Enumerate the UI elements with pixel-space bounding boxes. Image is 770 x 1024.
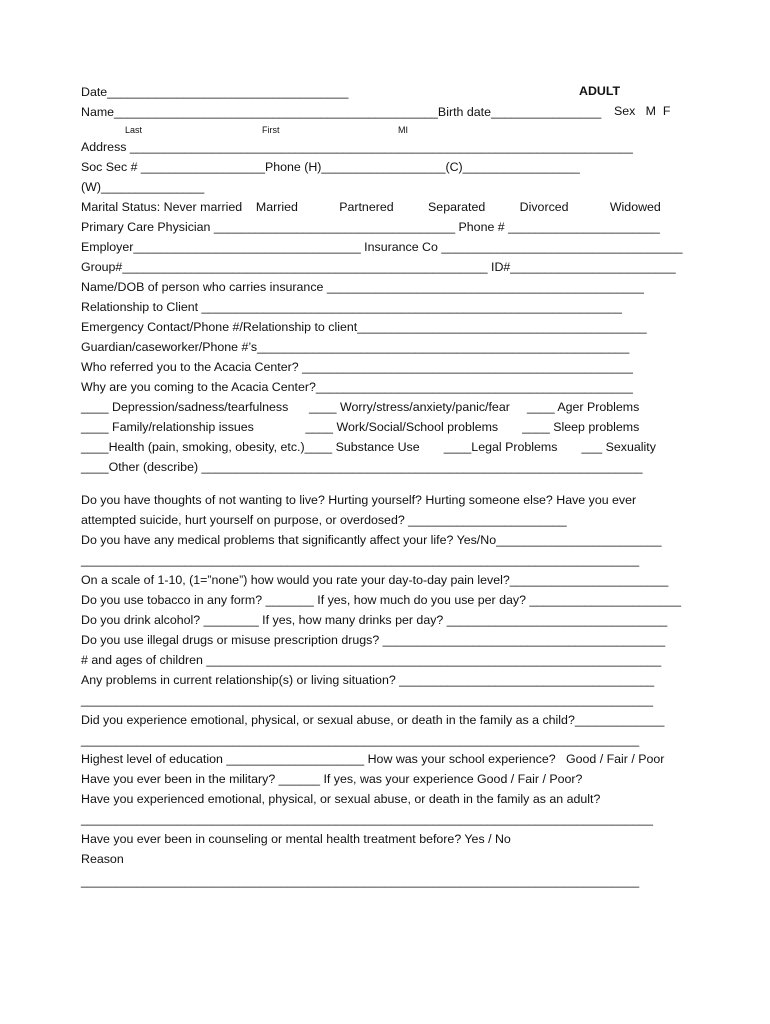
reason-blank[interactable]: _________________________________________________________________________________ [81,874,640,888]
first-name-caption: First [262,125,280,135]
reason-label: Reason [81,852,124,866]
other-describe-field[interactable]: ____Other (describe) ________________________________________________________________ [81,460,643,474]
referral-field[interactable]: Who referred you to the Acacia Center? ________________________________________________ [81,360,633,374]
last-name-caption: Last [125,125,143,135]
date-field[interactable]: Date___________________________________ [81,85,349,99]
middle-initial-caption: MI [398,125,408,135]
relationship-field[interactable]: Relationship to Client _____________________________________________________________ [81,300,622,314]
children-field[interactable]: # and ages of children __________________________________________________________________ [81,653,662,667]
concerns-row-3[interactable]: ____Health (pain, smoking, obesity, etc.)____ Substance Use ____Legal Problems ___ Sexuality [81,440,656,454]
work-phone-field[interactable]: (W)_______________ [81,180,205,194]
address-field[interactable]: Address _________________________________________________________________________ [81,140,633,154]
ssn-phone-field[interactable]: Soc Sec # __________________Phone (H)__________________(C)_________________ [81,160,580,174]
pain-level-field[interactable]: On a scale of 1-10, (1=”none”) how would you rate your day-to-day pain level?_______________________ [81,573,669,587]
employer-insurance-field[interactable]: Employer_________________________________ Insurance Co ___________________________________ [81,240,683,254]
adult-abuse-question: Have you experienced emotional, physical, or sexual abuse, or death in the family as an adult? [81,792,601,806]
marital-status-row[interactable]: Marital Status: Never married Married Partnered Separated Divorced Widowed [81,200,661,214]
tobacco-field[interactable]: Do you use tobacco in any form? _______ If yes, how much do you use per day? ______________________ [81,593,682,607]
medical-problems-field[interactable]: Do you have any medical problems that significantly affect your life? Yes/No________________________ [81,533,662,547]
relationship-problems-blank[interactable]: ___________________________________________________________________________________ [81,693,653,707]
name-birthdate-field[interactable]: Name_______________________________________________Birth date________________ [81,105,602,119]
childhood-abuse-blank[interactable]: _________________________________________________________________________________ [81,733,640,747]
physician-field[interactable]: Primary Care Physician ___________________________________ Phone # ______________________ [81,220,660,234]
relationship-problems-field[interactable]: Any problems in current relationship(s) or living situation? _____________________________________ [81,673,655,687]
concerns-row-2[interactable]: ____ Family/relationship issues ____ Work/Social/School problems ____ Sleep problems [81,420,640,434]
group-id-field[interactable]: Group#_____________________________________________________ ID#________________________ [81,260,676,274]
concerns-row-1[interactable]: ____ Depression/sadness/tearfulness ____ Worry/stress/anxiety/panic/fear ____ Ager Problems [81,400,640,414]
insured-person-field[interactable]: Name/DOB of person who carries insurance ______________________________________________ [81,280,644,294]
adult-label: ADULT [579,84,621,98]
emergency-contact-field[interactable]: Emergency Contact/Phone #/Relationship to client__________________________________________ [81,320,647,334]
military-field[interactable]: Have you ever been in the military? ______ If yes, was your experience Good / Fair / Poor? [81,772,583,786]
guardian-field[interactable]: Guardian/caseworker/Phone #’s______________________________________________________ [81,340,630,354]
suicide-question-answer[interactable]: attempted suicide, hurt yourself on purpose, or overdosed? _______________________ [81,513,567,527]
drugs-field[interactable]: Do you use illegal drugs or misuse prescription drugs? _________________________________________ [81,633,666,647]
counseling-history-field[interactable]: Have you ever been in counseling or mental health treatment before? Yes / No [81,832,511,846]
sex-selector[interactable]: Sex M F [614,104,671,118]
adult-abuse-blank[interactable]: ___________________________________________________________________________________ [81,812,653,826]
alcohol-field[interactable]: Do you drink alcohol? ________ If yes, how many drinks per day? ________________________________ [81,613,668,627]
education-field[interactable]: Highest level of education ____________________ How was your school experience? Good / Fair / Poor [81,752,665,766]
reason-field[interactable]: Why are you coming to the Acacia Center?______________________________________________ [81,380,633,394]
childhood-abuse-field[interactable]: Did you experience emotional, physical, or sexual abuse, or death in the family as a child?_____________ [81,713,665,727]
suicide-question: Do you have thoughts of not wanting to live? Hurting yourself? Hurting someone else? Have you ever [81,493,637,507]
medical-problems-blank[interactable]: _________________________________________________________________________________ [81,553,640,567]
